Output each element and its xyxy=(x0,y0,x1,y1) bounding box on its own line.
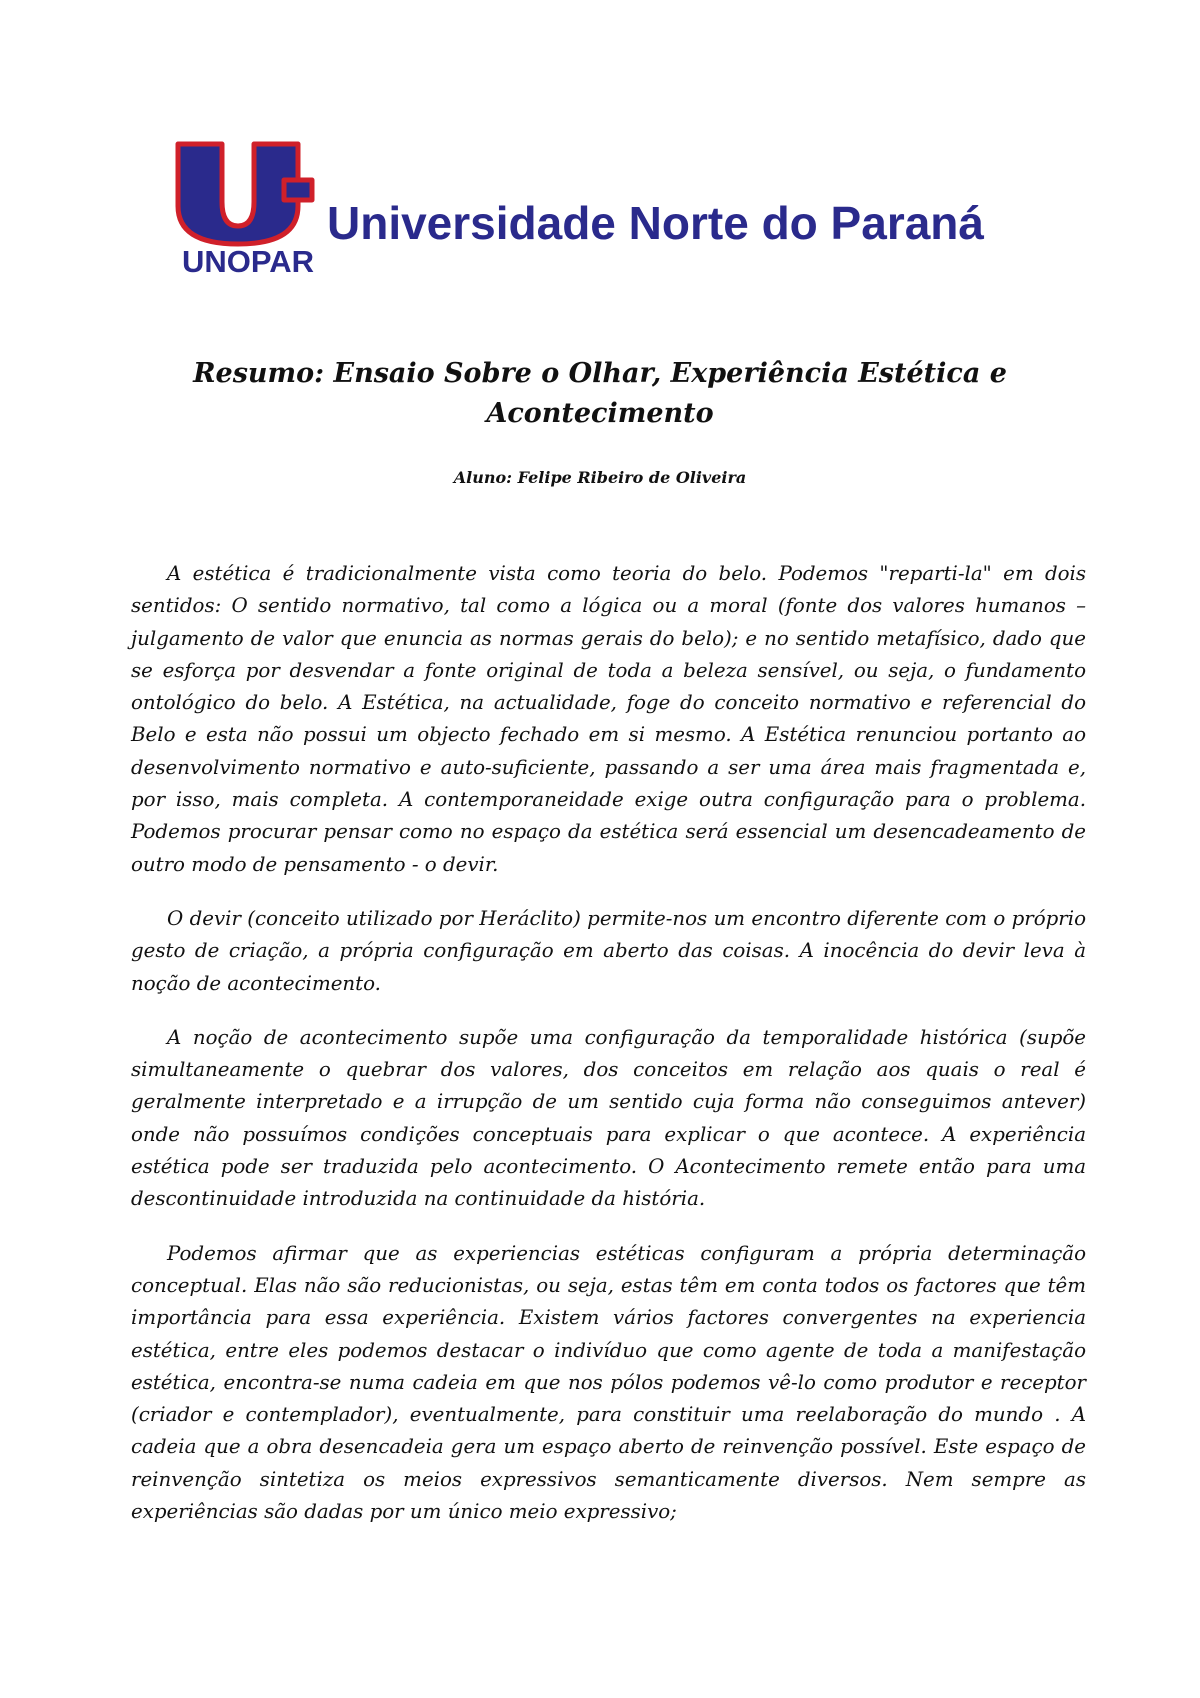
document-title: Resumo: Ensaio Sobre o Olhar, Experiência Estética e Acontecimento xyxy=(193,358,1007,429)
paragraph: A noção de acontecimento supõe uma configuração da temporalidade histórica (supõe simultaneamente o quebrar dos valores, dos conceitos em relação aos quais o real é geralmente interpretado e a irrupção de um sentido cuja forma não conseguimos antever) onde não possuímos condições conceptuais para explicar o que acontece. A experiência estética pode ser traduzida pelo acontecimento. O Acontecimento remete então para uma descontinuidade introduzida na continuidade da história. xyxy=(131,1025,1086,1211)
paragraph: Podemos afirmar que as experiencias estéticas configuram a própria determinação conceptual. Elas não são reducionistas, ou seja, estas têm em conta todos os factores que têm importância para essa experiência. Existem vários factores convergentes na experiencia estética, entre eles podemos destacar o indivíduo que como agente de toda a manifestação estética, encontra-se numa cadeia em que nos pólos podemos vê-lo como produtor e receptor (criador e contemplador), eventualmente, para constituir uma reelaboração do mundo . A cadeia que a obra desencadeia gera um espaço aberto de reinvenção possível. Este espaço de reinvenção sintetiza os meios expressivos semanticamente diversos. Nem sempre as experiências são dadas por um único meio expressivo; xyxy=(131,1241,1086,1524)
document-body xyxy=(131,558,1086,1550)
university-logo xyxy=(172,140,1052,280)
paragraph: A estética é tradicionalmente vista como teoria do belo. Podemos "reparti-la" em dois sentidos: O sentido normativo, tal como a lógica ou a moral (fonte dos valores humanos – julgamento de valor que enuncia as normas gerais do belo); e no sentido metafísico, dado que se esforça por desvendar a fonte original de toda a beleza sensível, ou seja, o fundamento ontológico do belo. A Estética, na actualidade, foge do conceito normativo e referencial do Belo e esta não possui um objecto fechado em si mesmo. A Estética renunciou portanto ao desenvolvimento normativo e auto-suficiente, passando a ser uma área mais fragmentada e, por isso, mais completa. A contemporaneidade exige outra configuração para o problema. Podemos procurar pensar como no espaço da estética será essencial um desencadeamento de outro modo de pensamento - o devir. xyxy=(131,562,1086,876)
university-name: Universidade Norte do Paraná xyxy=(327,197,984,249)
logo-acronym: UNOPAR xyxy=(182,244,315,279)
author-line: Aluno: Felipe Ribeiro de Oliveira xyxy=(453,468,747,487)
paragraph: O devir (conceito utilizado por Heráclito) permite-nos um encontro diferente com o próprio gesto de criação, a própria configuração em aberto das coisas. A inocência do devir leva à noção de acontecimento. xyxy=(131,906,1086,995)
